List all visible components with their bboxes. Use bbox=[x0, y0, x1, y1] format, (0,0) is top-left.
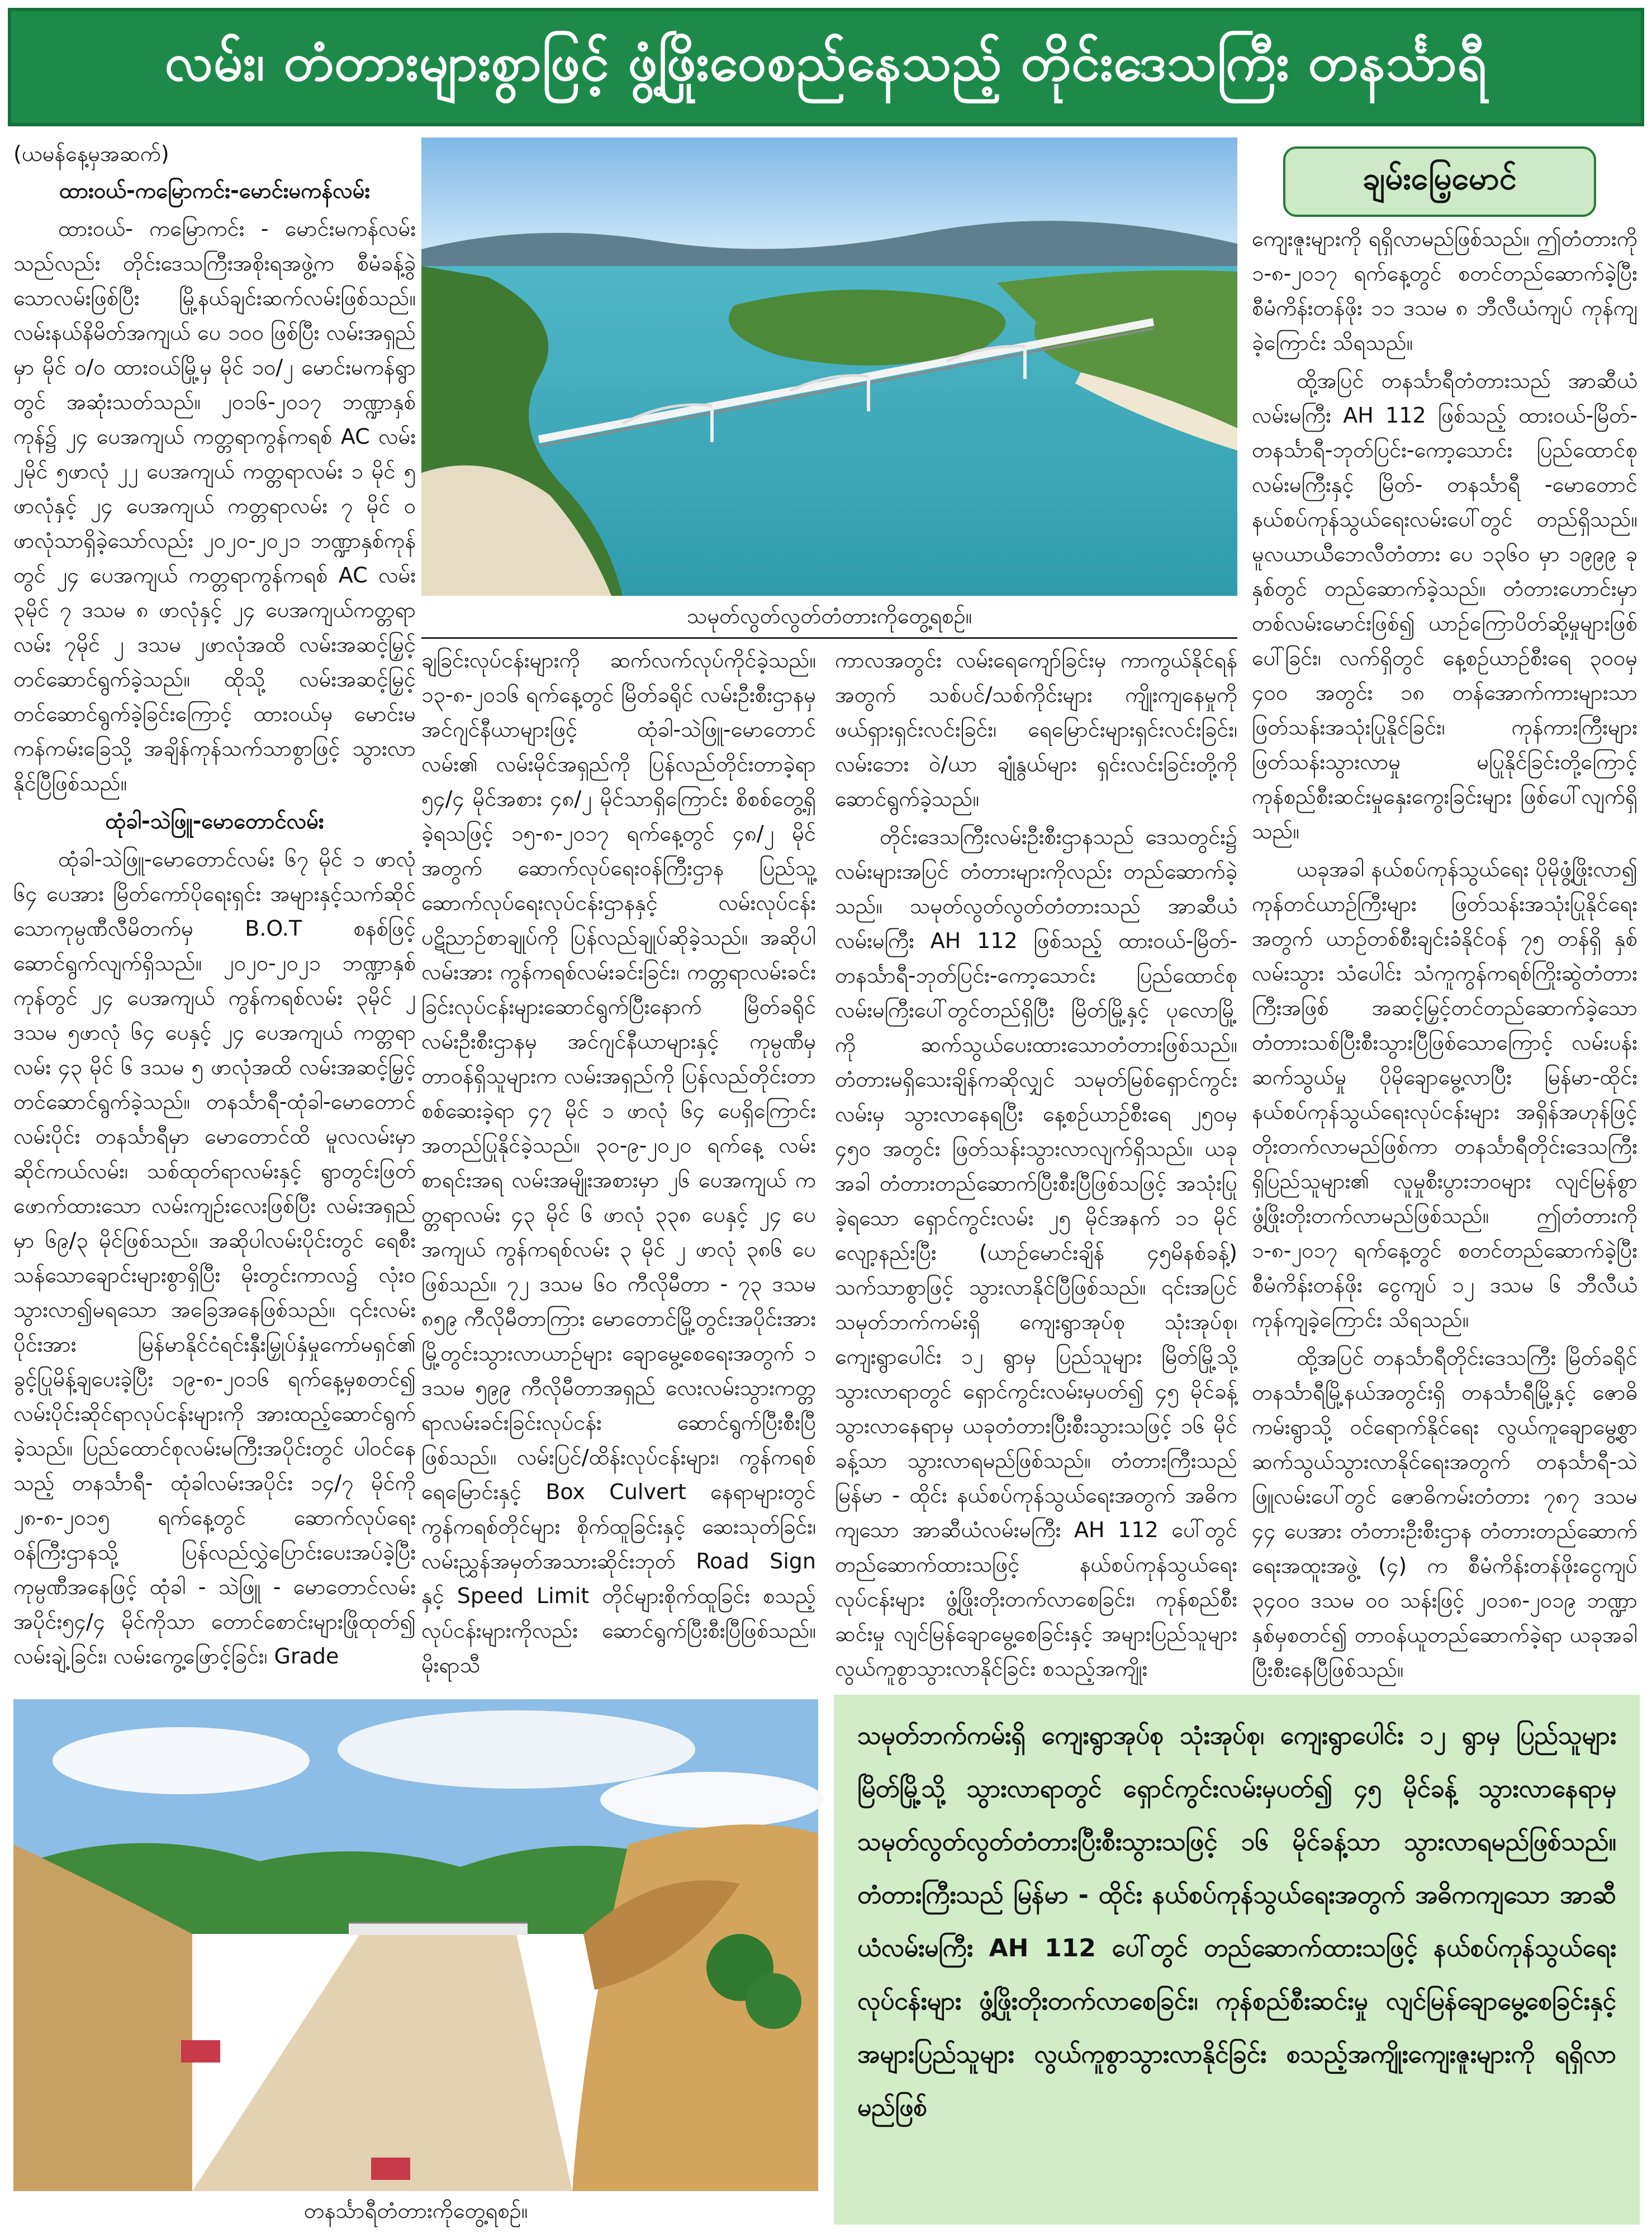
continued-note: (ယမန်နေ့မှအဆက်) bbox=[13, 141, 169, 166]
column-2-body: ချခြင်းလုပ်ငန်းများကို ဆက်လက်လုပ်ကိုင်ခဲ့သည်။ ၁၃-၈-၂၀၁၆ ရက်နေ့တွင် မြိတ်ခရိုင် လမ်းဦးစီးဌာနမှ အင်ဂျင်နီယာများဖြင့် ထုံခါ-သဲဖြူ-မောတောင်လမ်း၏ လမ်းမိုင်အရှည်ကို ပြန်လည်တိုင်းတာခဲ့ရာ ၅၄/၄ မိုင်အစား ၄၈/၂ မိုင်သာရှိကြောင်း စိစစ်တွေ့ရှိခဲ့ရသဖြင့် ၁၅-၈-၂၀၁၇ ရက်နေ့တွင် ၄၈/၂ မိုင်အတွက် ဆောက်လုပ်ရေးဝန်ကြီးဌာန ပြည်သူ့ဆောက်လုပ်ရေးလုပ်ငန်းဌာနနှင့် လမ်းလုပ်ငန်း ပဋိညာဉ်စာချုပ်ကို ပြန်လည်ချုပ်ဆိုခဲ့သည်။ အဆိုပါလမ်းအား ကွန်ကရစ်လမ်းခင်းခြင်း၊ ကတ္တရာလမ်းခင်းခြင်းလုပ်ငန်းများဆောင်ရွက်ပြီးနောက် မြိတ်ခရိုင် လမ်းဦးစီးဌာနမှ အင်ဂျင်နီယာများနှင့် ကုမ္ပဏီမှ တာဝန်ရှိသူများက လမ်းအရှည်ကို ပြန်လည်တိုင်းတာစစ်ဆေးခဲ့ရာ ၄၇ မိုင် ၁ ဖာလုံ ၆၄ ပေရှိကြောင်း အတည်ပြုနိုင်ခဲ့သည်။ ၃၀-၉-၂၀၂၀ ရက်နေ့ လမ်းစာရင်းအရ လမ်းအမျိုးအစားမှာ ၂၆ ပေအကျယ် ကတ္တရာလမ်း ၄၃ မိုင် ၆ ဖာလုံ ၃၃၈ ပေနှင့် ၂၄ ပေအကျယ် ကွန်ကရစ်လမ်း ၃ မိုင် ၂ ဖာလုံ ၃၈၆ ပေဖြစ်သည်။ ၇၂ ဒသမ ၆၀ ကီလိုမီတာ - ၇၃ ဒသမ ၈၅၉ ကီလိုမီတာကြား မောတောင်မြို့တွင်းအပိုင်းအား မြို့တွင်းသွားလာယာဉ်များ ချောမွေ့စေရေးအတွက် ၁ ဒသမ ၅၉၉ ကီလိုမီတာအရှည် လေးလမ်းသွားကတ္တရာလမ်းခင်းခြင်းလုပ်ငန်း ဆောင်ရွက်ပြီးစီးပြီဖြစ်သည်။ လမ်းပြင်/ထိန်းလုပ်ငန်းများ၊ ကွန်ကရစ်ရေမြောင်းနှင့် Box Culvert နေရာများတွင် ကွန်ကရစ်တိုင်များ စိုက်ထူခြင်းနှင့် ဆေးသုတ်ခြင်း၊ လမ်းညွှန်အမှတ်အသားဆိုင်းဘုတ် Road Sign နှင့် Speed Limit တိုင်များစိုက်ထူခြင်း စသည့်လုပ်ငန်းများကိုလည်း ဆောင်ရွက်ပြီးစီးပြီဖြစ်သည်။ မိုးရာသီ bbox=[421, 648, 816, 1677]
photo-tanintharyi-bridge bbox=[13, 1699, 818, 2191]
column-4-body-4: ထို့အပြင် တနင်္သာရီတိုင်းဒေသကြီး မြိတ်ခရိုင် တနင်္သာရီမြို့နယ်အတွင်းရှိ တနင်္သာရီမြို့နှင့် ဇောဓိကမ်းရွာသို့ ဝင်ရောက်နိုင်ရေး လွယ်ကူချောမွေ့စွာ ဆက်သွယ်သွားလာနိုင်ရေးအတွက် တနင်္သာရီ-သဲဖြူလမ်းပေါ်တွင် ဇောဓိကမ်းတံတား ၇၈၇ ဒသမ ၄၄ ပေအား တံတားဦးစီးဌာန တံတားတည်ဆောက်ရေးအထူးအဖွဲ့ (၄) က စီမံကိန်းတန်ဖိုးငွေကျပ် ၃၄၀၀ ဒသမ ၀၀ သန်းဖြင့် ၂၀၁၈-၂၀၁၉ ဘဏ္ဍာနှစ်မှစတင်၍ တာဝန်ယူတည်ဆောက်ခဲ့ရာ ယခုအခါပြီးစီးနေပြီဖြစ်သည်။ bbox=[1252, 1345, 1637, 1682]
column-3-body-2: တိုင်းဒေသကြီးလမ်းဦးစီးဌာနသည် ဒေသတွင်း၌ လမ်းများအပြင် တံတားများကိုလည်း တည်ဆောက်ခဲ့သည်။ သမုတ်လွတ်လွတ်တံတားသည် အာဆီယံလမ်းမကြီး AH 112 ဖြစ်သည့် ထားဝယ်-မြိတ်-တနင်္သာရီ-ဘုတ်ပြင်း-ကော့သောင်း ပြည်ထောင်စုလမ်းမကြီးပေါ်တွင်တည်ရှိပြီး မြိတ်မြို့နှင့် ပုလောမြို့ကို ဆက်သွယ်ပေးထားသောတံတားဖြစ်သည်။ တံတားမရှိသေးချိန်ကဆိုလျှင် သမုတ်မြစ်ရှောင်ကွင်းလမ်းမှ သွားလာနေရပြီး နေ့စဉ်ယာဉ်စီးရေ ၂၅၀မှ ၄၅၀ အတွင်း ဖြတ်သန်းသွားလာလျက်ရှိသည်။ ယခုအခါ တံတားတည်ဆောက်ပြီးစီးပြီဖြစ်သဖြင့် အသုံးပြုခဲ့ရသော ရှောင်ကွင်းလမ်း ၂၅ မိုင်အနက် ၁၁ မိုင်လျော့နည်းပြီး (ယာဉ်မောင်းချိန် ၄၅မိနစ်ခန့်) သက်သာစွာဖြင့် သွားလာနိုင်ပြီဖြစ်သည်။ ၎င်းအပြင် သမုတ်ဘက်ကမ်းရှိ ကျေးရွာအုပ်စု သုံးအုပ်စု၊ ကျေးရွာပေါင်း ၁၂ ရွာမှ ပြည်သူများ မြိတ်မြို့သို့ သွားလာရာတွင် ရှောင်ကွင်းလမ်းမှပတ်၍ ၄၅ မိုင်ခန့် သွားလာနေရာမှ ယခုတံတားပြီးစီးသွားသဖြင့် ၁၆ မိုင်ခန့်သာ သွားလာရမည်ဖြစ်သည်။ တံတားကြီးသည် မြန်မာ - ထိုင်း နယ်စပ်ကုန်သွယ်ရေးအတွက် အဓိကကျသော အာဆီယံလမ်းမကြီး AH 112 ပေါ်တွင် တည်ဆောက်ထားသဖြင့် နယ်စပ်ကုန်သွယ်ရေးလုပ်ငန်းများ ဖွံ့ဖြိုးတိုးတက်လာစေခြင်း၊ ကုန်စည်စီးဆင်းမှု လျင်မြန်ချောမွေ့စေခြင်းနှင့် အများပြည်သူများ လွယ်ကူစွာသွားလာနိုင်ခြင်း စသည့်အကျိုး bbox=[835, 824, 1237, 1681]
highlight-box bbox=[834, 1695, 1640, 2225]
column-1 bbox=[13, 136, 416, 1696]
section-heading-thawaydkamyaw: ထားဝယ်-ကမြောကင်း-မောင်းမကန်လမ်း bbox=[59, 178, 371, 203]
photo-2-caption: တနင်္သာရီတံတားကိုတွေ့ရစဉ်။ bbox=[303, 2198, 528, 2223]
column-4-body-2: ထို့အပြင် တနင်္သာရီတံတားသည် အာဆီယံလမ်းမကြီး AH 112 ဖြစ်သည့် ထားဝယ်-မြိတ်-တနင်္သာရီ-ဘုတ်ပြင်း-ကော့သောင်း ပြည်ထောင်စုလမ်းမကြီးနှင့် မြိတ်- တနင်္သာရီ -မောတောင် နယ်စပ်ကုန်သွယ်ရေးလမ်းပေါ်တွင် တည်ရှိသည်။ မူလယာယီဘေလီတံတား ပေ ၁၃၆၀ မှာ ၁၉၉၉ ခုနှစ်တွင် တည်ဆောက်ခဲ့သည်။ တံတားဟောင်းမှာ တစ်လမ်းမောင်းဖြစ်၍ ယာဉ်ကြောပိတ်ဆို့မှုများဖြစ်ပေါ်ခြင်း၊ လက်ရှိတွင် နေ့စဉ်ယာဉ်စီးရေ ၃၀၀မှ ၄၀၀ အတွင်း ၁၈ တန်အောက်ကားများသာဖြတ်သန်းအသုံးပြုနိုင်ခြင်း၊ ကုန်ကားကြီးများဖြတ်သန်းသွားလာမှု မပြုနိုင်ခြင်းတို့ကြောင့် ကုန်စည်စီးဆင်းမှုနှေးကွေးခြင်းများ ဖြစ်ပေါ်လျက်ရှိသည်။ bbox=[1252, 368, 1637, 843]
bridge-illustration bbox=[421, 138, 1237, 596]
road-bridge-illustration bbox=[13, 1699, 818, 2191]
column-3 bbox=[835, 643, 1237, 1694]
section-1-body: ထားဝယ်- ကမြောကင်း - မောင်းမကန်လမ်းသည်လည်း တိုင်းဒေသကြီးအစိုးရအဖွဲ့က စီမံခန့်ခွဲသောလမ်းဖြစ်ပြီး မြို့နယ်ချင်းဆက်လမ်းဖြစ်သည်။ လမ်းနယ်နိမိတ်အကျယ် ပေ ၁၀၀ ဖြစ်ပြီး လမ်းအရှည်မှာ မိုင် ၀/၀ ထားဝယ်မြို့မှ မိုင် ၁၀/၂ မောင်းမကန်ရွာတွင် အဆုံးသတ်သည်။ ၂၀၁၆-၂၀၁၇ ဘဏ္ဍာနှစ်ကုန်၌ ၂၄ ပေအကျယ် ကတ္တရာကွန်ကရစ် AC လမ်း ၂မိုင် ၅ဖာလုံ ၂၂ ပေအကျယ် ကတ္တရာလမ်း ၁ မိုင် ၅ ဖာလုံနှင့် ၂၄ ပေအကျယ် ကတ္တရာလမ်း ၇ မိုင် ၀ ဖာလုံသာရှိခဲ့သော်လည်း ၂၀၂၀-၂၀၂၁ ဘဏ္ဍာနှစ်ကုန်တွင် ၂၄ ပေအကျယ် ကတ္တရာကွန်ကရစ် AC လမ်း ၃မိုင် ၇ ဒသမ ၈ ဖာလုံနှင့် ၂၄ ပေအကျယ်ကတ္တရာလမ်း ၇မိုင် ၂ ဒသမ ၂ဖာလုံအထိ လမ်းအဆင့်မြှင့်တင်ဆောင်ရွက်ခဲ့သည်။ ထိုသို့ လမ်းအဆင့်မြှင့်တင်ဆောင်ရွက်ခဲ့ခြင်းကြောင့် ထားဝယ်မှ မောင်းမကန်ကမ်းခြေသို့ အချိန်ကုန်သက်သာစွာဖြင့် သွားလာနိုင်ပြီဖြစ်သည်။ bbox=[13, 216, 416, 795]
author-badge: ချမ်းမြေ့မောင် bbox=[1283, 146, 1596, 217]
headline: လမ်း၊ တံတားများစွာဖြင့် ဖွံ့ဖြိုးဝေစည်နေသည့် တိုင်းဒေသကြီး တနင်္သာရီ bbox=[8, 8, 1644, 126]
highlight-text: သမုတ်ဘက်ကမ်းရှိ ကျေးရွာအုပ်စု သုံးအုပ်စု၊ ကျေးရွာပေါင်း ၁၂ ရွာမှ ပြည်သူများ မြိတ်မြို့သို့ သွားလာရာတွင် ရှောင်ကွင်းလမ်းမှပတ်၍ ၄၅ မိုင်ခန့် သွားလာနေရာမှ သမုတ်လွတ်လွတ်တံတားပြီးစီးသွားသဖြင့် ၁၆ မိုင်ခန့်သာ သွားလာရမည်ဖြစ်သည်။ တံတားကြီးသည် မြန်မာ - ထိုင်း နယ်စပ်ကုန်သွယ်ရေးအတွက် အဓိကကျသော အာဆီယံလမ်းမကြီး AH 112 ပေါ်တွင် တည်ဆောက်ထားသဖြင့် နယ်စပ်ကုန်သွယ်ရေးလုပ်ငန်းများ ဖွံ့ဖြိုးတိုးတက်လာစေခြင်း၊ ကုန်စည်စီးဆင်းမှု လျင်မြန်ချောမွေ့စေခြင်းနှင့် အများပြည်သူများ လွယ်ကူစွာသွားလာနိုင်ခြင်း စသည့်အကျိုးကျေးဇူးများကို ရရှိလာမည်ဖြစ် bbox=[857, 1722, 1616, 2122]
caption-divider bbox=[421, 637, 1237, 639]
photo-1-caption: သမုတ်လွတ်လွတ်တံတားကိုတွေ့ရစဉ်။ bbox=[686, 604, 972, 628]
section-2-body: ထုံခါ-သဲဖြူ-မောတောင်လမ်း ၆၇ မိုင် ၁ ဖာလုံ ၆၄ ပေအား မြိတ်ကော်ပိုရေးရှင်း အများနှင့်သက်ဆိုင်သောကုမ္ပဏီလီမိတက်မှ B.O.T စနစ်ဖြင့် ဆောင်ရွက်လျက်ရှိသည်။ ၂၀၂၀-၂၀၂၁ ဘဏ္ဍာနှစ်ကုန်တွင် ၂၄ ပေအကျယ် ကွန်ကရစ်လမ်း ၃မိုင် ၂ ဒသမ ၅ဖာလုံ ၆၄ ပေနှင့် ၂၄ ပေအကျယ် ကတ္တရာလမ်း ၄၃ မိုင် ၆ ဒသမ ၅ ဖာလုံအထိ လမ်းအဆင့်မြှင့်တင်ဆောင်ရွက်ခဲ့သည်။ တနင်္သာရီ-ထုံခါ-မောတောင်လမ်းပိုင်း တနင်္သာရီမှာ မောတောင်ထိ မူလလမ်းမှာ ဆိုင်ကယ်လမ်း၊ သစ်ထုတ်ရာလမ်းနှင့် ရွာတွင်းဖြတ်ဖောက်ထားသော လမ်းကျဉ်းလေးဖြစ်ပြီး လမ်းအရှည်မှာ ၆၉/၃ မိုင်ဖြစ်သည်။ အဆိုပါလမ်းပိုင်းတွင် ရေစီးသန်သောချောင်းများစွာရှိပြီး မိုးတွင်းကာလ၌ လုံးဝသွားလာ၍မရသော အခြေအနေဖြစ်သည်။ ၎င်းလမ်းပိုင်းအား မြန်မာနိုင်ငံရင်းနှီးမြှုပ်နှံမှုကော်မရှင်၏ ခွင့်ပြုမိန့်ချပေးခဲ့ပြီး ၁၉-၈-၂၀၁၆ ရက်နေ့မှစတင်၍ လမ်းပိုင်းဆိုင်ရာလုပ်ငန်းများကို အားထည့်ဆောင်ရွက်ခဲ့သည်။ ပြည်ထောင်စုလမ်းမကြီးအပိုင်းတွင် ပါဝင်နေသည့် တနင်္သာရီ- ထုံခါလမ်းအပိုင်း ၁၄/၇ မိုင်ကို ၂၈-၈-၂၀၁၅ ရက်နေ့တွင် ဆောက်လုပ်ရေးဝန်ကြီးဌာနသို့ ပြန်လည်လွှဲပြောင်းပေးအပ်ခဲ့ပြီး ကုမ္ပဏီအနေဖြင့် ထုံခါ - သဲဖြူ - မောတောင်လမ်းအပိုင်း၅၄/၄ မိုင်ကိုသာ တောင်စောင်းများဖြိုထုတ်၍ လမ်းချဲ့ခြင်း၊ လမ်းကွေ့ဖြောင့်ခြင်း၊ Grade bbox=[13, 847, 416, 1668]
column-3-body-1: ကာလအတွင်း လမ်းရေကျော်ခြင်းမှ ကာကွယ်နိုင်ရန်အတွက် သစ်ပင်/သစ်ကိုင်းများ ကျိုးကျနေမှုကိုဖယ်ရှားရှင်းလင်းခြင်း၊ ရေမြောင်းများရှင်းလင်းခြင်း၊ လမ်းဘေး ဝဲ/ယာ ချုံနွယ်များ ရှင်းလင်းခြင်းတို့ကို ဆောင်ရွက်ခဲ့သည်။ bbox=[835, 648, 1237, 811]
column-2 bbox=[421, 643, 816, 1694]
photo-samut-bridge bbox=[421, 138, 1237, 596]
column-4 bbox=[1252, 221, 1637, 1686]
column-4-body-3: ယခုအခါ နယ်စပ်ကုန်သွယ်ရေး ပိုမိုဖွံ့ဖြိုးလာ၍ ကုန်တင်ယာဉ်ကြီးများ ဖြတ်သန်းအသုံးပြုနိုင်ရေးအတွက် ယာဉ်တစ်စီးချင်းခံနိုင်ဝန် ၇၅ တန်ရှိ နှစ်လမ်းသွား သံပေါင်း သံကူကွန်ကရစ်ကြိုးဆွဲတံတားကြီးအဖြစ် အဆင့်မြှင့်တင်တည်ဆောက်ခဲ့သော တံတားသစ်ပြီးစီးသွားပြီဖြစ်သောကြောင့် လမ်းပန်းဆက်သွယ်မှု ပိုမိုချောမွေ့လာပြီး မြန်မာ-ထိုင်း နယ်စပ်ကုန်သွယ်ရေးလုပ်ငန်းများ အရှိန်အဟုန်ဖြင့် တိုးတက်လာမည်ဖြစ်ကာ တနင်္သာရီတိုင်းဒေသကြီးရှိပြည်သူများ၏ လူမှုစီးပွားဘဝများ လျင်မြန်စွာ ဖွံ့ဖြိုးတိုးတက်လာမည်ဖြစ်သည်။ ဤတံတားကို ၁-၈-၂၀၁၇ ရက်နေ့တွင် စတင်တည်ဆောက်ခဲ့ပြီး စီမံကိန်းတန်ဖိုး ငွေကျပ် ၁၂ ဒသမ ၆ ဘီလီယံ ကုန်ကျခဲ့ကြောင်း သိရသည်။ bbox=[1252, 857, 1637, 1332]
section-heading-htonkhar: ထုံခါ-သဲဖြူ-မောတောင်လမ်း bbox=[105, 809, 324, 833]
column-4-body-1: ကျေးဇူးများကို ရရှိလာမည်ဖြစ်သည်။ ဤတံတားကို ၁-၈-၂၀၁၇ ရက်နေ့တွင် စတင်တည်ဆောက်ခဲ့ပြီး စီမံကိန်းတန်ဖိုး ၁၁ ဒသမ ၈ ဘီလီယံကျပ် ကုန်ကျခဲ့ကြောင်း သိရသည်။ bbox=[1252, 226, 1637, 355]
